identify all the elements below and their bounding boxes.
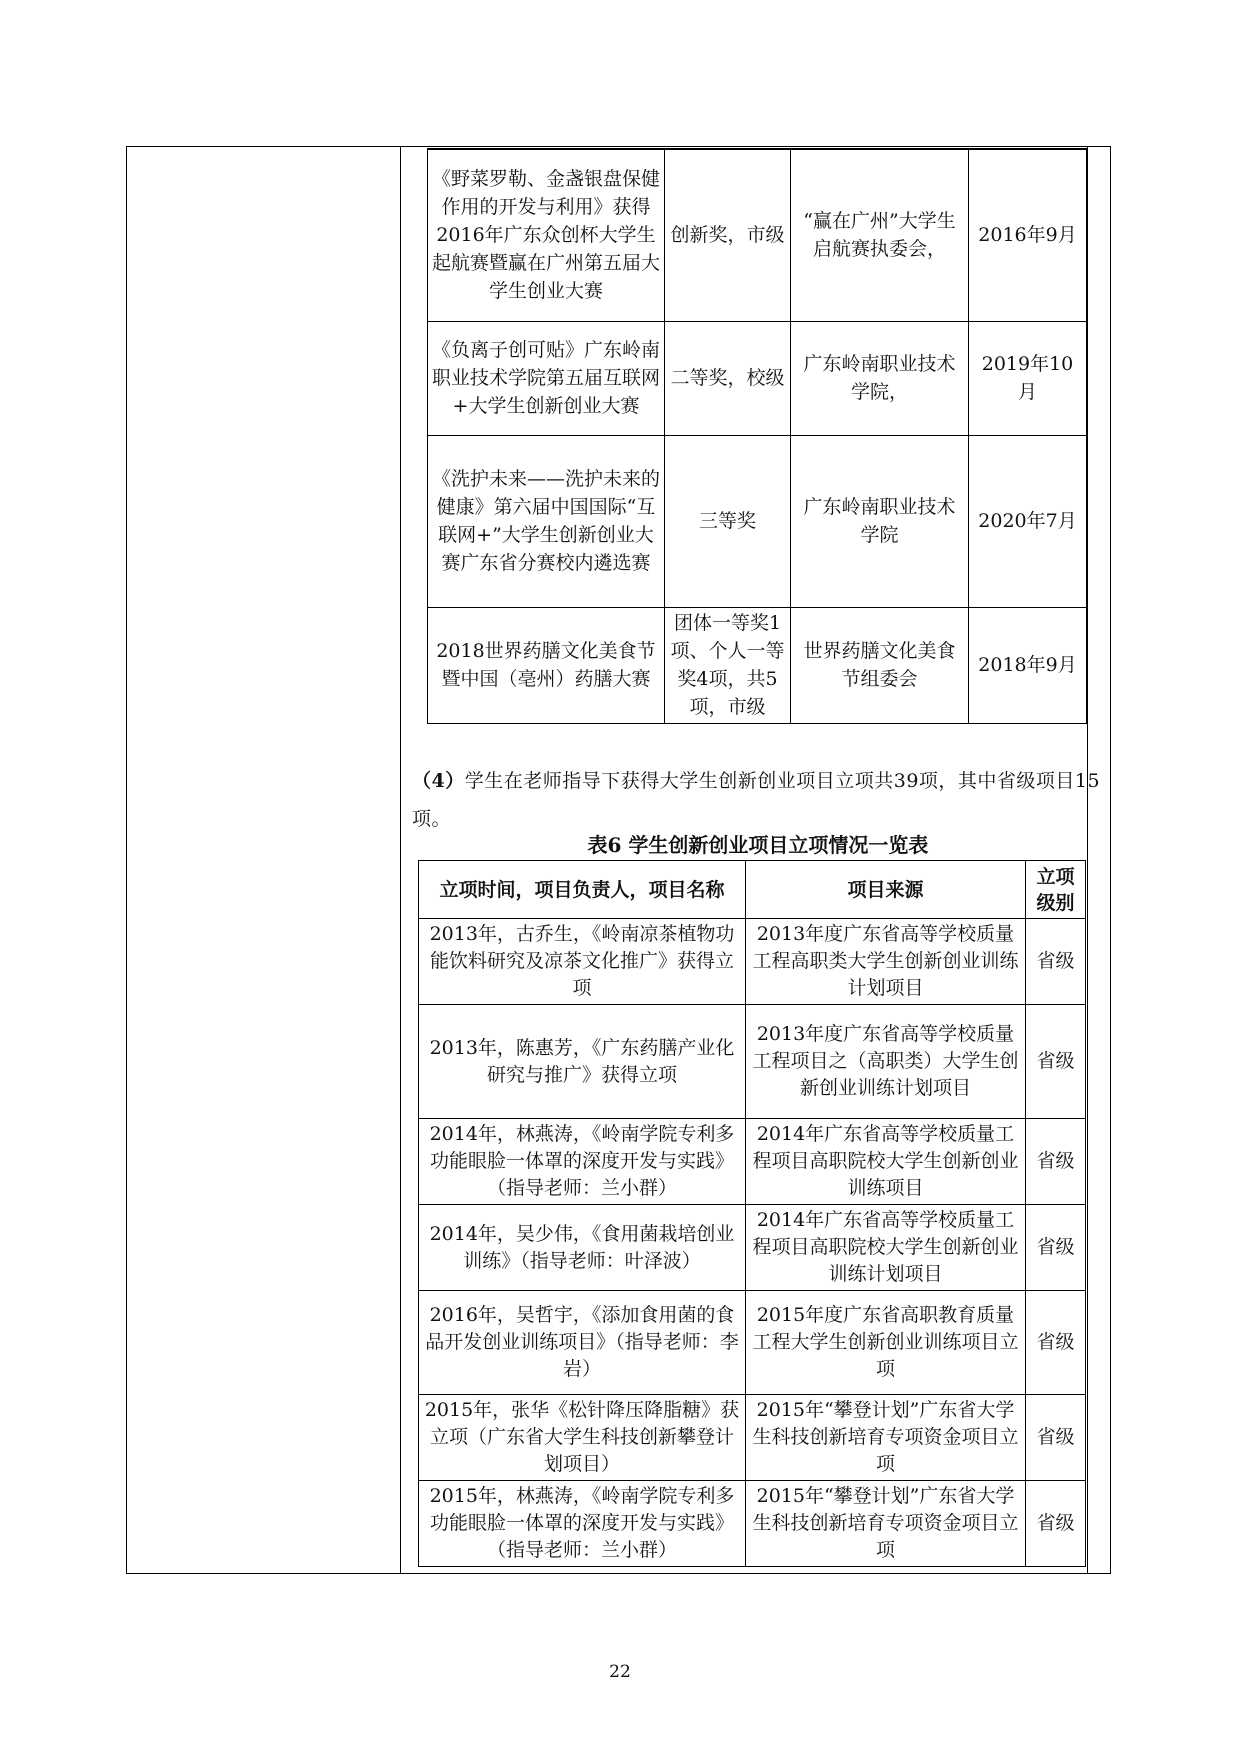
project-info: 2015年，张华《松针降压降脂糖》获立项（广东省大学生科技创新攀登计划项目） [419,1395,746,1481]
awards-table [427,148,1087,724]
paragraph [412,762,1102,838]
project-info: 2016年，吴哲宇，《添加食用菌的食品开发创业训练项目》（指导老师：李岩） [419,1291,746,1395]
table-row [419,1205,1086,1291]
project-info: 2014年，吴少伟，《食用菌栽培创业训练》（指导老师：叶泽波） [419,1205,746,1291]
award-project-name: 2018世界药膳文化美食节暨中国（亳州）药膳大赛 [428,607,665,723]
table-row [419,1005,1086,1119]
award-date: 2020年7月 [969,435,1087,607]
column-header: 立项级别 [1026,861,1086,919]
table-row [419,1481,1086,1567]
table-row [419,1119,1086,1205]
award-date: 2016年9月 [969,149,1087,321]
table-caption: 表6 学生创新创业项目立项情况一览表 [587,833,929,857]
project-source: 2013年度广东省高等学校质量工程项目之（高职类）大学生创新创业训练计划项目 [746,1005,1026,1119]
project-source: 2013年度广东省高等学校质量工程高职类大学生创新创业训练计划项目 [746,919,1026,1005]
table-row [419,1291,1086,1395]
outer-column-divider [400,146,401,1574]
table-row [419,919,1086,1005]
project-source: 2015年“攀登计划”广东省大学生科技创新培育专项资金项目立项 [746,1395,1026,1481]
award-project-name: 《野菜罗勒、金盏银盘保健作用的开发与利用》获得2016年广东众创杯大学生起航赛暨赢在广州第五届大学生创业大赛 [428,149,665,321]
award-level: 创新奖，市级 [665,149,791,321]
outer-column-divider [1087,146,1088,1574]
table-header-row [419,861,1086,919]
award-level: 三等奖 [665,435,791,607]
project-info: 2013年，陈惠芳，《广东药膳产业化研究与推广》获得立项 [419,1005,746,1119]
award-level: 二等奖，校级 [665,321,791,435]
project-info: 2015年，林燕涛，《岭南学院专利多功能眼脸一体罩的深度开发与实践》（指导老师：兰小群） [419,1481,746,1567]
project-source: 2014年广东省高等学校质量工程项目高职院校大学生创新创业训练计划项目 [746,1205,1026,1291]
table-row [428,321,1087,435]
projects-table [418,860,1086,1567]
project-source: 2015年度广东省高职教育质量工程大学生创新创业训练项目立项 [746,1291,1026,1395]
project-level: 省级 [1026,1291,1086,1395]
table-row [428,149,1087,321]
project-level: 省级 [1026,1005,1086,1119]
award-organizer: 世界药膳文化美食节组委会 [791,607,969,723]
project-level: 省级 [1026,1119,1086,1205]
table-row [419,1395,1086,1481]
column-header: 项目来源 [746,861,1026,919]
table-row [428,435,1087,607]
project-level: 省级 [1026,1205,1086,1291]
project-level: 省级 [1026,919,1086,1005]
award-level: 团体一等奖1项、个人一等奖4项，共5项，市级 [665,607,791,723]
project-level: 省级 [1026,1481,1086,1567]
project-level: 省级 [1026,1395,1086,1481]
project-source: 2015年“攀登计划”广东省大学生科技创新培育专项资金项目立项 [746,1481,1026,1567]
column-header: 立项时间，项目负责人，项目名称 [419,861,746,919]
project-info: 2014年，林燕涛，《岭南学院专利多功能眼脸一体罩的深度开发与实践》（指导老师：兰小群） [419,1119,746,1205]
table-row [428,607,1087,723]
award-organizer: 广东岭南职业技术学院， [791,321,969,435]
award-date: 2018年9月 [969,607,1087,723]
award-project-name: 《负离子创可贴》广东岭南职业技术学院第五届互联网+大学生创新创业大赛 [428,321,665,435]
award-organizer: 广东岭南职业技术学院 [791,435,969,607]
award-organizer: “赢在广州”大学生启航赛执委会， [791,149,969,321]
page-number: 22 [609,1662,631,1682]
project-source: 2014年广东省高等学校质量工程项目高职院校大学生创新创业训练项目 [746,1119,1026,1205]
award-date: 2019年10月 [969,321,1087,435]
award-project-name: 《洗护未来——洗护未来的健康》第六届中国国际“互联网+”大学生创新创业大赛广东省分赛校内遴选赛 [428,435,665,607]
project-info: 2013年，古乔生，《岭南凉茶植物功能饮料研究及凉茶文化推广》获得立项 [419,919,746,1005]
paragraph-text: 学生在老师指导下获得大学生创新创业项目立项共39项，其中省级项目15项。 [412,770,1101,830]
paragraph-number: （4） [412,770,465,792]
